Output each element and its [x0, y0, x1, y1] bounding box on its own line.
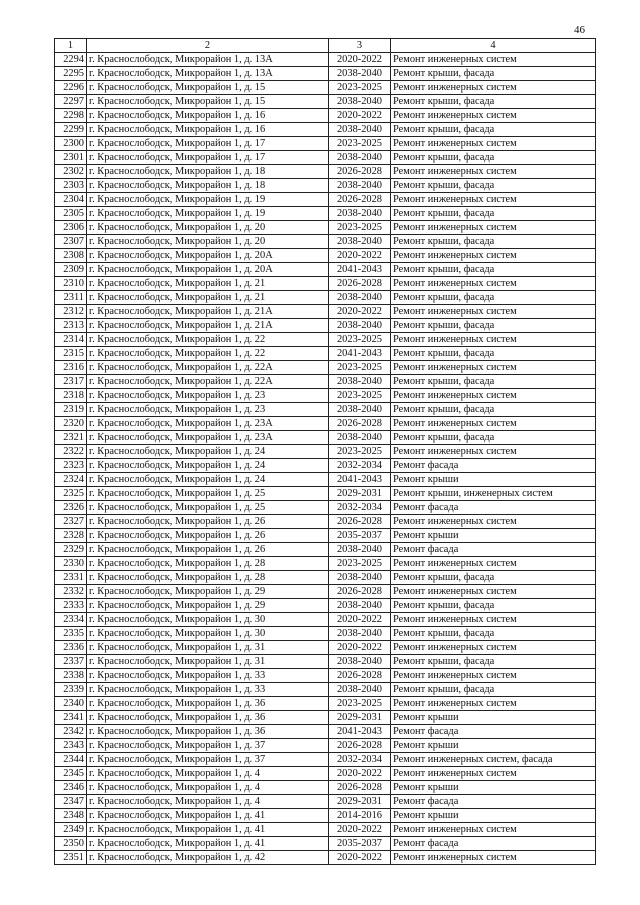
- row-number-cell: 2338: [55, 669, 87, 683]
- table-row: [55, 781, 596, 795]
- table-row: [55, 501, 596, 515]
- period-cell: 2041-2043: [329, 725, 391, 739]
- address-cell: г. Краснослободск, Микрорайон 1, д. 22: [87, 347, 329, 361]
- address-cell: г. Краснослободск, Микрорайон 1, д. 41: [87, 809, 329, 823]
- row-number-cell: 2333: [55, 599, 87, 613]
- work-type-cell: Ремонт крыши: [391, 711, 596, 725]
- period-cell: 2038-2040: [329, 627, 391, 641]
- column-header-3: 3: [329, 39, 391, 53]
- row-number-cell: 2307: [55, 235, 87, 249]
- period-cell: 2026-2028: [329, 165, 391, 179]
- work-type-cell: Ремонт инженерных систем: [391, 515, 596, 529]
- column-header-4: 4: [391, 39, 596, 53]
- work-type-cell: Ремонт фасада: [391, 501, 596, 515]
- address-cell: г. Краснослободск, Микрорайон 1, д. 15: [87, 95, 329, 109]
- address-cell: г. Краснослободск, Микрорайон 1, д. 20А: [87, 263, 329, 277]
- table-row: [55, 375, 596, 389]
- table-row: [55, 529, 596, 543]
- period-cell: 2023-2025: [329, 445, 391, 459]
- work-type-cell: Ремонт крыши, фасада: [391, 179, 596, 193]
- period-cell: 2038-2040: [329, 319, 391, 333]
- table-row: [55, 851, 596, 865]
- address-cell: г. Краснослободск, Микрорайон 1, д. 23А: [87, 417, 329, 431]
- table-row: [55, 81, 596, 95]
- address-cell: г. Краснослободск, Микрорайон 1, д. 17: [87, 137, 329, 151]
- work-type-cell: Ремонт фасада: [391, 795, 596, 809]
- address-cell: г. Краснослободск, Микрорайон 1, д. 4: [87, 795, 329, 809]
- table-body: [55, 53, 596, 865]
- period-cell: 2023-2025: [329, 81, 391, 95]
- page-number: 46: [574, 24, 585, 36]
- table-row: [55, 473, 596, 487]
- table-row: [55, 641, 596, 655]
- work-type-cell: Ремонт крыши, фасада: [391, 571, 596, 585]
- work-type-cell: Ремонт крыши: [391, 809, 596, 823]
- work-type-cell: Ремонт крыши, инженерных систем: [391, 487, 596, 501]
- table-row: [55, 459, 596, 473]
- work-type-cell: Ремонт крыши: [391, 529, 596, 543]
- period-cell: 2023-2025: [329, 333, 391, 347]
- period-cell: 2038-2040: [329, 683, 391, 697]
- address-cell: г. Краснослободск, Микрорайон 1, д. 21: [87, 277, 329, 291]
- row-number-cell: 2300: [55, 137, 87, 151]
- address-cell: г. Краснослободск, Микрорайон 1, д. 28: [87, 571, 329, 585]
- period-cell: 2023-2025: [329, 221, 391, 235]
- address-cell: г. Краснослободск, Микрорайон 1, д. 17: [87, 151, 329, 165]
- work-type-cell: Ремонт инженерных систем: [391, 767, 596, 781]
- row-number-cell: 2322: [55, 445, 87, 459]
- table-row: [55, 389, 596, 403]
- row-number-cell: 2341: [55, 711, 87, 725]
- row-number-cell: 2308: [55, 249, 87, 263]
- row-number-cell: 2323: [55, 459, 87, 473]
- period-cell: 2038-2040: [329, 179, 391, 193]
- table-row: [55, 123, 596, 137]
- row-number-cell: 2297: [55, 95, 87, 109]
- period-cell: 2020-2022: [329, 109, 391, 123]
- address-cell: г. Краснослободск, Микрорайон 1, д. 16: [87, 123, 329, 137]
- period-cell: 2035-2037: [329, 529, 391, 543]
- address-cell: г. Краснослободск, Микрорайон 1, д. 41: [87, 823, 329, 837]
- row-number-cell: 2311: [55, 291, 87, 305]
- table-row: [55, 725, 596, 739]
- table-row: [55, 515, 596, 529]
- column-header-2: 2: [87, 39, 329, 53]
- address-cell: г. Краснослободск, Микрорайон 1, д. 18: [87, 165, 329, 179]
- table-row: [55, 291, 596, 305]
- table-row: [55, 739, 596, 753]
- address-cell: г. Краснослободск, Микрорайон 1, д. 26: [87, 515, 329, 529]
- table-row: [55, 319, 596, 333]
- table-row: [55, 585, 596, 599]
- row-number-cell: 2344: [55, 753, 87, 767]
- period-cell: 2023-2025: [329, 137, 391, 151]
- table-row: [55, 627, 596, 641]
- period-cell: 2023-2025: [329, 557, 391, 571]
- table-row: [55, 795, 596, 809]
- address-cell: г. Краснослободск, Микрорайон 1, д. 4: [87, 767, 329, 781]
- row-number-cell: 2346: [55, 781, 87, 795]
- row-number-cell: 2304: [55, 193, 87, 207]
- table-row: [55, 263, 596, 277]
- work-type-cell: Ремонт инженерных систем: [391, 823, 596, 837]
- work-type-cell: Ремонт крыши, фасада: [391, 319, 596, 333]
- work-type-cell: Ремонт инженерных систем: [391, 389, 596, 403]
- table-row: [55, 249, 596, 263]
- address-cell: г. Краснослободск, Микрорайон 1, д. 33: [87, 683, 329, 697]
- period-cell: 2041-2043: [329, 263, 391, 277]
- row-number-cell: 2316: [55, 361, 87, 375]
- work-type-cell: Ремонт инженерных систем: [391, 669, 596, 683]
- address-cell: г. Краснослободск, Микрорайон 1, д. 19: [87, 207, 329, 221]
- table-row: [55, 599, 596, 613]
- table-row: [55, 137, 596, 151]
- address-cell: г. Краснослободск, Микрорайон 1, д. 24: [87, 445, 329, 459]
- table-row: [55, 221, 596, 235]
- work-type-cell: Ремонт крыши, фасада: [391, 151, 596, 165]
- work-type-cell: Ремонт инженерных систем: [391, 193, 596, 207]
- period-cell: 2023-2025: [329, 389, 391, 403]
- period-cell: 2038-2040: [329, 655, 391, 669]
- address-cell: г. Краснослободск, Микрорайон 1, д. 24: [87, 473, 329, 487]
- work-type-cell: Ремонт инженерных систем, фасада: [391, 753, 596, 767]
- period-cell: 2026-2028: [329, 781, 391, 795]
- period-cell: 2026-2028: [329, 417, 391, 431]
- row-number-cell: 2294: [55, 53, 87, 67]
- address-cell: г. Краснослободск, Микрорайон 1, д. 29: [87, 599, 329, 613]
- row-number-cell: 2345: [55, 767, 87, 781]
- address-cell: г. Краснослободск, Микрорайон 1, д. 22: [87, 333, 329, 347]
- work-type-cell: Ремонт крыши, фасада: [391, 291, 596, 305]
- row-number-cell: 2332: [55, 585, 87, 599]
- row-number-cell: 2318: [55, 389, 87, 403]
- row-number-cell: 2336: [55, 641, 87, 655]
- row-number-cell: 2306: [55, 221, 87, 235]
- table-row: [55, 487, 596, 501]
- column-header-1: 1: [55, 39, 87, 53]
- address-cell: г. Краснослободск, Микрорайон 1, д. 37: [87, 753, 329, 767]
- period-cell: 2020-2022: [329, 823, 391, 837]
- work-type-cell: Ремонт крыши, фасада: [391, 207, 596, 221]
- work-type-cell: Ремонт фасада: [391, 459, 596, 473]
- table-row: [55, 417, 596, 431]
- table-row: [55, 823, 596, 837]
- row-number-cell: 2329: [55, 543, 87, 557]
- period-cell: 2038-2040: [329, 543, 391, 557]
- table-row: [55, 683, 596, 697]
- row-number-cell: 2315: [55, 347, 87, 361]
- period-cell: 2026-2028: [329, 669, 391, 683]
- address-cell: г. Краснослободск, Микрорайон 1, д. 23: [87, 403, 329, 417]
- address-cell: г. Краснослободск, Микрорайон 1, д. 25: [87, 487, 329, 501]
- row-number-cell: 2310: [55, 277, 87, 291]
- address-cell: г. Краснослободск, Микрорайон 1, д. 4: [87, 781, 329, 795]
- table-row: [55, 109, 596, 123]
- address-cell: г. Краснослободск, Микрорайон 1, д. 33: [87, 669, 329, 683]
- work-type-cell: Ремонт крыши, фасада: [391, 431, 596, 445]
- row-number-cell: 2309: [55, 263, 87, 277]
- address-cell: г. Краснослободск, Микрорайон 1, д. 29: [87, 585, 329, 599]
- address-cell: г. Краснослободск, Микрорайон 1, д. 20А: [87, 249, 329, 263]
- table-row: [55, 347, 596, 361]
- period-cell: 2038-2040: [329, 431, 391, 445]
- table-row: [55, 753, 596, 767]
- work-type-cell: Ремонт инженерных систем: [391, 557, 596, 571]
- address-cell: г. Краснослободск, Микрорайон 1, д. 18: [87, 179, 329, 193]
- period-cell: 2014-2016: [329, 809, 391, 823]
- table-row: [55, 53, 596, 67]
- row-number-cell: 2339: [55, 683, 87, 697]
- table-row: [55, 557, 596, 571]
- address-cell: г. Краснослободск, Микрорайон 1, д. 31: [87, 655, 329, 669]
- table-row: [55, 655, 596, 669]
- address-cell: г. Краснослободск, Микрорайон 1, д. 30: [87, 627, 329, 641]
- work-type-cell: Ремонт инженерных систем: [391, 697, 596, 711]
- address-cell: г. Краснослободск, Микрорайон 1, д. 24: [87, 459, 329, 473]
- row-number-cell: 2334: [55, 613, 87, 627]
- address-cell: г. Краснослободск, Микрорайон 1, д. 22А: [87, 361, 329, 375]
- work-type-cell: Ремонт инженерных систем: [391, 137, 596, 151]
- work-type-cell: Ремонт крыши, фасада: [391, 67, 596, 81]
- period-cell: 2038-2040: [329, 151, 391, 165]
- row-number-cell: 2331: [55, 571, 87, 585]
- row-number-cell: 2299: [55, 123, 87, 137]
- address-cell: г. Краснослободск, Микрорайон 1, д. 15: [87, 81, 329, 95]
- period-cell: 2029-2031: [329, 795, 391, 809]
- row-number-cell: 2330: [55, 557, 87, 571]
- row-number-cell: 2303: [55, 179, 87, 193]
- address-cell: г. Краснослободск, Микрорайон 1, д. 19: [87, 193, 329, 207]
- work-type-cell: Ремонт инженерных систем: [391, 165, 596, 179]
- table-row: [55, 361, 596, 375]
- table-row: [55, 697, 596, 711]
- work-type-cell: Ремонт крыши, фасада: [391, 627, 596, 641]
- table-row: [55, 207, 596, 221]
- table-row: [55, 767, 596, 781]
- address-cell: г. Краснослободск, Микрорайон 1, д. 36: [87, 725, 329, 739]
- work-type-cell: Ремонт крыши, фасада: [391, 599, 596, 613]
- address-cell: г. Краснослободск, Микрорайон 1, д. 21А: [87, 319, 329, 333]
- table-row: [55, 837, 596, 851]
- work-type-cell: Ремонт инженерных систем: [391, 851, 596, 865]
- period-cell: 2029-2031: [329, 711, 391, 725]
- address-cell: г. Краснослободск, Микрорайон 1, д. 23А: [87, 431, 329, 445]
- table-row: [55, 67, 596, 81]
- work-type-cell: Ремонт крыши: [391, 739, 596, 753]
- table-row: [55, 445, 596, 459]
- period-cell: 2026-2028: [329, 515, 391, 529]
- period-cell: 2020-2022: [329, 53, 391, 67]
- row-number-cell: 2301: [55, 151, 87, 165]
- work-type-cell: Ремонт крыши: [391, 473, 596, 487]
- period-cell: 2026-2028: [329, 277, 391, 291]
- row-number-cell: 2313: [55, 319, 87, 333]
- address-cell: г. Краснослободск, Микрорайон 1, д. 28: [87, 557, 329, 571]
- row-number-cell: 2295: [55, 67, 87, 81]
- period-cell: 2038-2040: [329, 67, 391, 81]
- row-number-cell: 2337: [55, 655, 87, 669]
- work-type-cell: Ремонт крыши, фасада: [391, 655, 596, 669]
- period-cell: 2020-2022: [329, 249, 391, 263]
- table-row: [55, 809, 596, 823]
- period-cell: 2020-2022: [329, 851, 391, 865]
- address-cell: г. Краснослободск, Микрорайон 1, д. 20: [87, 235, 329, 249]
- address-cell: г. Краснослободск, Микрорайон 1, д. 26: [87, 529, 329, 543]
- row-number-cell: 2327: [55, 515, 87, 529]
- row-number-cell: 2298: [55, 109, 87, 123]
- row-number-cell: 2350: [55, 837, 87, 851]
- row-number-cell: 2312: [55, 305, 87, 319]
- work-type-cell: Ремонт инженерных систем: [391, 417, 596, 431]
- row-number-cell: 2314: [55, 333, 87, 347]
- address-cell: г. Краснослободск, Микрорайон 1, д. 22А: [87, 375, 329, 389]
- period-cell: 2032-2034: [329, 459, 391, 473]
- period-cell: 2020-2022: [329, 767, 391, 781]
- row-number-cell: 2324: [55, 473, 87, 487]
- row-number-cell: 2340: [55, 697, 87, 711]
- work-type-cell: Ремонт крыши, фасада: [391, 235, 596, 249]
- table-row: [55, 333, 596, 347]
- row-number-cell: 2348: [55, 809, 87, 823]
- work-type-cell: Ремонт инженерных систем: [391, 445, 596, 459]
- row-number-cell: 2325: [55, 487, 87, 501]
- table-row: [55, 165, 596, 179]
- column-number-row: [55, 39, 596, 53]
- period-cell: 2038-2040: [329, 375, 391, 389]
- address-cell: г. Краснослободск, Микрорайон 1, д. 36: [87, 697, 329, 711]
- period-cell: 2032-2034: [329, 753, 391, 767]
- period-cell: 2041-2043: [329, 473, 391, 487]
- row-number-cell: 2320: [55, 417, 87, 431]
- row-number-cell: 2343: [55, 739, 87, 753]
- work-type-cell: Ремонт фасада: [391, 725, 596, 739]
- period-cell: 2038-2040: [329, 599, 391, 613]
- row-number-cell: 2321: [55, 431, 87, 445]
- table-row: [55, 543, 596, 557]
- work-type-cell: Ремонт инженерных систем: [391, 249, 596, 263]
- period-cell: 2026-2028: [329, 739, 391, 753]
- work-type-cell: Ремонт фасада: [391, 837, 596, 851]
- period-cell: 2038-2040: [329, 571, 391, 585]
- address-cell: г. Краснослободск, Микрорайон 1, д. 13А: [87, 53, 329, 67]
- work-type-cell: Ремонт инженерных систем: [391, 585, 596, 599]
- period-cell: 2020-2022: [329, 305, 391, 319]
- work-type-cell: Ремонт крыши, фасада: [391, 403, 596, 417]
- work-type-cell: Ремонт инженерных систем: [391, 361, 596, 375]
- address-cell: г. Краснослободск, Микрорайон 1, д. 21А: [87, 305, 329, 319]
- address-cell: г. Краснослободск, Микрорайон 1, д. 23: [87, 389, 329, 403]
- row-number-cell: 2296: [55, 81, 87, 95]
- table-row: [55, 305, 596, 319]
- period-cell: 2026-2028: [329, 585, 391, 599]
- address-cell: г. Краснослободск, Микрорайон 1, д. 37: [87, 739, 329, 753]
- table-row: [55, 277, 596, 291]
- period-cell: 2035-2037: [329, 837, 391, 851]
- row-number-cell: 2317: [55, 375, 87, 389]
- work-type-cell: Ремонт инженерных систем: [391, 109, 596, 123]
- work-type-cell: Ремонт инженерных систем: [391, 53, 596, 67]
- period-cell: 2023-2025: [329, 361, 391, 375]
- period-cell: 2041-2043: [329, 347, 391, 361]
- row-number-cell: 2328: [55, 529, 87, 543]
- table-row: [55, 431, 596, 445]
- work-type-cell: Ремонт крыши, фасада: [391, 375, 596, 389]
- row-number-cell: 2319: [55, 403, 87, 417]
- repair-schedule-table: [54, 38, 596, 865]
- address-cell: г. Краснослободск, Микрорайон 1, д. 31: [87, 641, 329, 655]
- period-cell: 2032-2034: [329, 501, 391, 515]
- row-number-cell: 2342: [55, 725, 87, 739]
- work-type-cell: Ремонт крыши: [391, 781, 596, 795]
- row-number-cell: 2305: [55, 207, 87, 221]
- work-type-cell: Ремонт инженерных систем: [391, 277, 596, 291]
- period-cell: 2038-2040: [329, 123, 391, 137]
- row-number-cell: 2326: [55, 501, 87, 515]
- table-row: [55, 711, 596, 725]
- address-cell: г. Краснослободск, Микрорайон 1, д. 41: [87, 837, 329, 851]
- address-cell: г. Краснослободск, Микрорайон 1, д. 26: [87, 543, 329, 557]
- table-row: [55, 95, 596, 109]
- work-type-cell: Ремонт инженерных систем: [391, 305, 596, 319]
- address-cell: г. Краснослободск, Микрорайон 1, д. 13А: [87, 67, 329, 81]
- work-type-cell: Ремонт крыши, фасада: [391, 347, 596, 361]
- work-type-cell: Ремонт инженерных систем: [391, 221, 596, 235]
- table-row: [55, 179, 596, 193]
- address-cell: г. Краснослободск, Микрорайон 1, д. 21: [87, 291, 329, 305]
- table-row: [55, 403, 596, 417]
- row-number-cell: 2302: [55, 165, 87, 179]
- period-cell: 2038-2040: [329, 207, 391, 221]
- work-type-cell: Ремонт инженерных систем: [391, 641, 596, 655]
- table-row: [55, 669, 596, 683]
- address-cell: г. Краснослободск, Микрорайон 1, д. 30: [87, 613, 329, 627]
- table-row: [55, 193, 596, 207]
- period-cell: 2023-2025: [329, 697, 391, 711]
- row-number-cell: 2335: [55, 627, 87, 641]
- row-number-cell: 2351: [55, 851, 87, 865]
- work-type-cell: Ремонт крыши, фасада: [391, 263, 596, 277]
- work-type-cell: Ремонт крыши, фасада: [391, 123, 596, 137]
- period-cell: 2038-2040: [329, 291, 391, 305]
- address-cell: г. Краснослободск, Микрорайон 1, д. 25: [87, 501, 329, 515]
- period-cell: 2020-2022: [329, 641, 391, 655]
- work-type-cell: Ремонт фасада: [391, 543, 596, 557]
- period-cell: 2020-2022: [329, 613, 391, 627]
- period-cell: 2029-2031: [329, 487, 391, 501]
- row-number-cell: 2349: [55, 823, 87, 837]
- address-cell: г. Краснослободск, Микрорайон 1, д. 16: [87, 109, 329, 123]
- period-cell: 2038-2040: [329, 403, 391, 417]
- table-row: [55, 235, 596, 249]
- work-type-cell: Ремонт крыши, фасада: [391, 683, 596, 697]
- work-type-cell: Ремонт инженерных систем: [391, 333, 596, 347]
- work-type-cell: Ремонт инженерных систем: [391, 81, 596, 95]
- address-cell: г. Краснослободск, Микрорайон 1, д. 20: [87, 221, 329, 235]
- table-row: [55, 613, 596, 627]
- address-cell: г. Краснослободск, Микрорайон 1, д. 42: [87, 851, 329, 865]
- period-cell: 2038-2040: [329, 235, 391, 249]
- work-type-cell: Ремонт крыши, фасада: [391, 95, 596, 109]
- address-cell: г. Краснослободск, Микрорайон 1, д. 36: [87, 711, 329, 725]
- period-cell: 2038-2040: [329, 95, 391, 109]
- period-cell: 2026-2028: [329, 193, 391, 207]
- work-type-cell: Ремонт инженерных систем: [391, 613, 596, 627]
- row-number-cell: 2347: [55, 795, 87, 809]
- table-row: [55, 571, 596, 585]
- table-row: [55, 151, 596, 165]
